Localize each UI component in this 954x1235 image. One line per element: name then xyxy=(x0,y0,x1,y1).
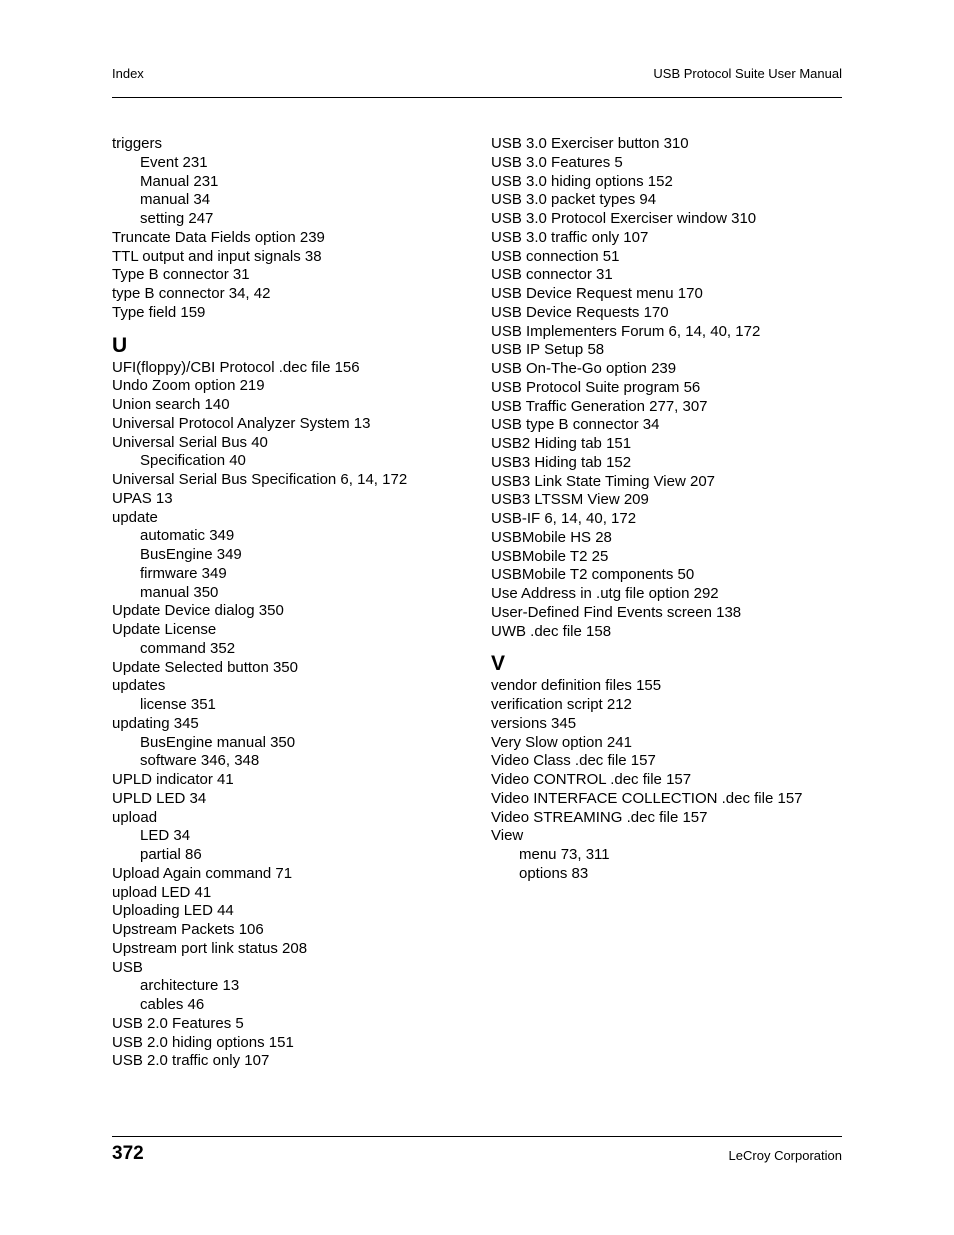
index-entry: Upstream Packets 106 xyxy=(112,921,264,938)
index-entry: USB 2.0 traffic only 107 xyxy=(112,1052,270,1070)
index-entry: TTL output and input signals 38 xyxy=(112,247,322,265)
index-entry: USB2 Hiding tab 151 xyxy=(491,435,632,452)
page-number: 372 xyxy=(112,1143,144,1164)
index-subentry: manual 350 xyxy=(140,583,219,601)
index-entry: USB 3.0 packet types 94 xyxy=(491,191,657,209)
index-entry: UFI(floppy)/CBI Protocol .dec file 156 xyxy=(112,358,360,376)
footer-rule xyxy=(112,1136,842,1137)
index-entry: vendor definition files 155 xyxy=(491,677,662,695)
index-entry: USB-IF 6, 14, 40, 172 xyxy=(491,510,637,527)
index-section-letter: U xyxy=(112,333,128,357)
index-entry: update xyxy=(112,508,158,526)
index-entry: USB 3.0 Features 5 xyxy=(491,153,623,171)
index-entry: Type B connector 31 xyxy=(112,266,250,284)
index-entry: UPLD indicator 41 xyxy=(112,771,234,788)
header-rule xyxy=(112,97,842,98)
index-entry: Upload Again command 71 xyxy=(112,864,293,882)
index-subentry: Manual 231 xyxy=(140,172,219,190)
index-entry: updating 345 xyxy=(112,714,199,732)
index-entry: USBMobile T2 components 50 xyxy=(491,566,695,584)
index-entry: updates xyxy=(112,677,166,695)
index-entry: USBMobile T2 25 xyxy=(491,547,609,565)
index-subentry: BusEngine 349 xyxy=(140,546,242,563)
index-entry: USB Device Requests 170 xyxy=(491,303,669,321)
index-entry: USB3 Link State Timing View 207 xyxy=(491,472,716,490)
index-entry: USB Implementers Forum 6, 14, 40, 172 xyxy=(491,322,761,340)
index-subentry: manual 34 xyxy=(140,191,211,209)
index-entry: Very Slow option 241 xyxy=(491,733,632,751)
index-entry: USB3 LTSSM View 209 xyxy=(491,491,649,509)
index-entry: USB 3.0 hiding options 152 xyxy=(491,172,673,190)
index-subentry: options 83 xyxy=(519,864,589,882)
index-entry: versions 345 xyxy=(491,714,577,732)
index-subentry: setting 247 xyxy=(140,210,214,227)
index-entry: Use Address in .utg file option 292 xyxy=(491,585,719,602)
index-entry: verification script 212 xyxy=(491,696,632,713)
index-entry: UPLD LED 34 xyxy=(112,789,207,807)
index-entry: USB 3.0 traffic only 107 xyxy=(491,228,649,246)
index-subentry: automatic 349 xyxy=(140,527,235,545)
index-entry: USB connector 31 xyxy=(491,266,613,284)
index-subentry: Event 231 xyxy=(140,153,208,171)
index-entry: USB 3.0 Exerciser button 310 xyxy=(491,135,689,152)
index-entry: Type field 159 xyxy=(112,303,206,321)
index-entry: Undo Zoom option 219 xyxy=(112,377,265,395)
index-entry: Video STREAMING .dec file 157 xyxy=(491,808,708,826)
index-entry: USB Device Request menu 170 xyxy=(491,285,703,302)
index-entry: Update Device dialog 350 xyxy=(112,602,284,620)
index-section-letter: V xyxy=(491,652,506,676)
index-subentry: architecture 13 xyxy=(140,977,240,995)
index-entry: upload LED 41 xyxy=(112,883,212,901)
index-entry: triggers xyxy=(112,135,163,152)
index-entry: Truncate Data Fields option 239 xyxy=(112,228,325,246)
index-entry: Video INTERFACE COLLECTION .dec file 157 xyxy=(491,789,803,807)
index-entry: UWB .dec file 158 xyxy=(491,622,612,640)
index-entry: Universal Serial Bus Specification 6, 14, 172 xyxy=(112,471,408,488)
index-entry: USB3 Hiding tab 152 xyxy=(491,453,632,471)
index-entry: USB Protocol Suite program 56 xyxy=(491,378,701,396)
index-entry: UPAS 13 xyxy=(112,489,173,507)
index-entry: Update Selected button 350 xyxy=(112,658,298,676)
index-entry: USB 2.0 Features 5 xyxy=(112,1014,244,1032)
index-entry: Universal Protocol Analyzer System 13 xyxy=(112,414,371,432)
running-header-title: USB Protocol Suite User Manual xyxy=(653,66,842,81)
index-entry: Uploading LED 44 xyxy=(112,902,234,920)
index-entry: USB 3.0 Protocol Exerciser window 310 xyxy=(491,210,757,227)
index-subentry: software 346, 348 xyxy=(140,752,260,770)
index-subentry: command 352 xyxy=(140,639,236,657)
index-entry: USB IP Setup 58 xyxy=(491,341,605,359)
index-entry: Update License xyxy=(112,621,217,638)
index-entry: USB 2.0 hiding options 151 xyxy=(112,1033,294,1051)
index-subentry: Specification 40 xyxy=(140,452,246,470)
index-entry: upload xyxy=(112,808,158,826)
index-subentry: license 351 xyxy=(140,696,216,713)
index-entry: Video CONTROL .dec file 157 xyxy=(491,771,692,788)
index-column-left xyxy=(112,135,472,1071)
index-entry: type B connector 34, 42 xyxy=(112,285,271,302)
index-entry: Union search 140 xyxy=(112,396,230,413)
index-entry: Upstream port link status 208 xyxy=(112,939,308,957)
index-entry: USB Traffic Generation 277, 307 xyxy=(491,397,708,415)
index-entry: Video Class .dec file 157 xyxy=(491,752,656,770)
index-entry: USB type B connector 34 xyxy=(491,416,660,434)
index-entry: USB xyxy=(112,958,143,976)
index-subentry: LED 34 xyxy=(140,827,191,845)
footer-company: LeCroy Corporation xyxy=(728,1148,842,1163)
index-subentry: menu 73, 311 xyxy=(519,846,610,863)
index-subentry: firmware 349 xyxy=(140,564,227,582)
index-entry: USB On-The-Go option 239 xyxy=(491,360,677,377)
index-column-right xyxy=(491,135,851,884)
index-entry: USBMobile HS 28 xyxy=(491,528,612,546)
index-subentry: BusEngine manual 350 xyxy=(140,733,296,751)
index-entry: User-Defined Find Events screen 138 xyxy=(491,603,742,621)
index-subentry: partial 86 xyxy=(140,846,202,863)
index-entry: View xyxy=(491,827,524,845)
index-subentry: cables 46 xyxy=(140,996,205,1013)
running-header-section: Index xyxy=(112,66,144,81)
index-entry: USB connection 51 xyxy=(491,247,620,265)
index-entry: Universal Serial Bus 40 xyxy=(112,433,268,451)
